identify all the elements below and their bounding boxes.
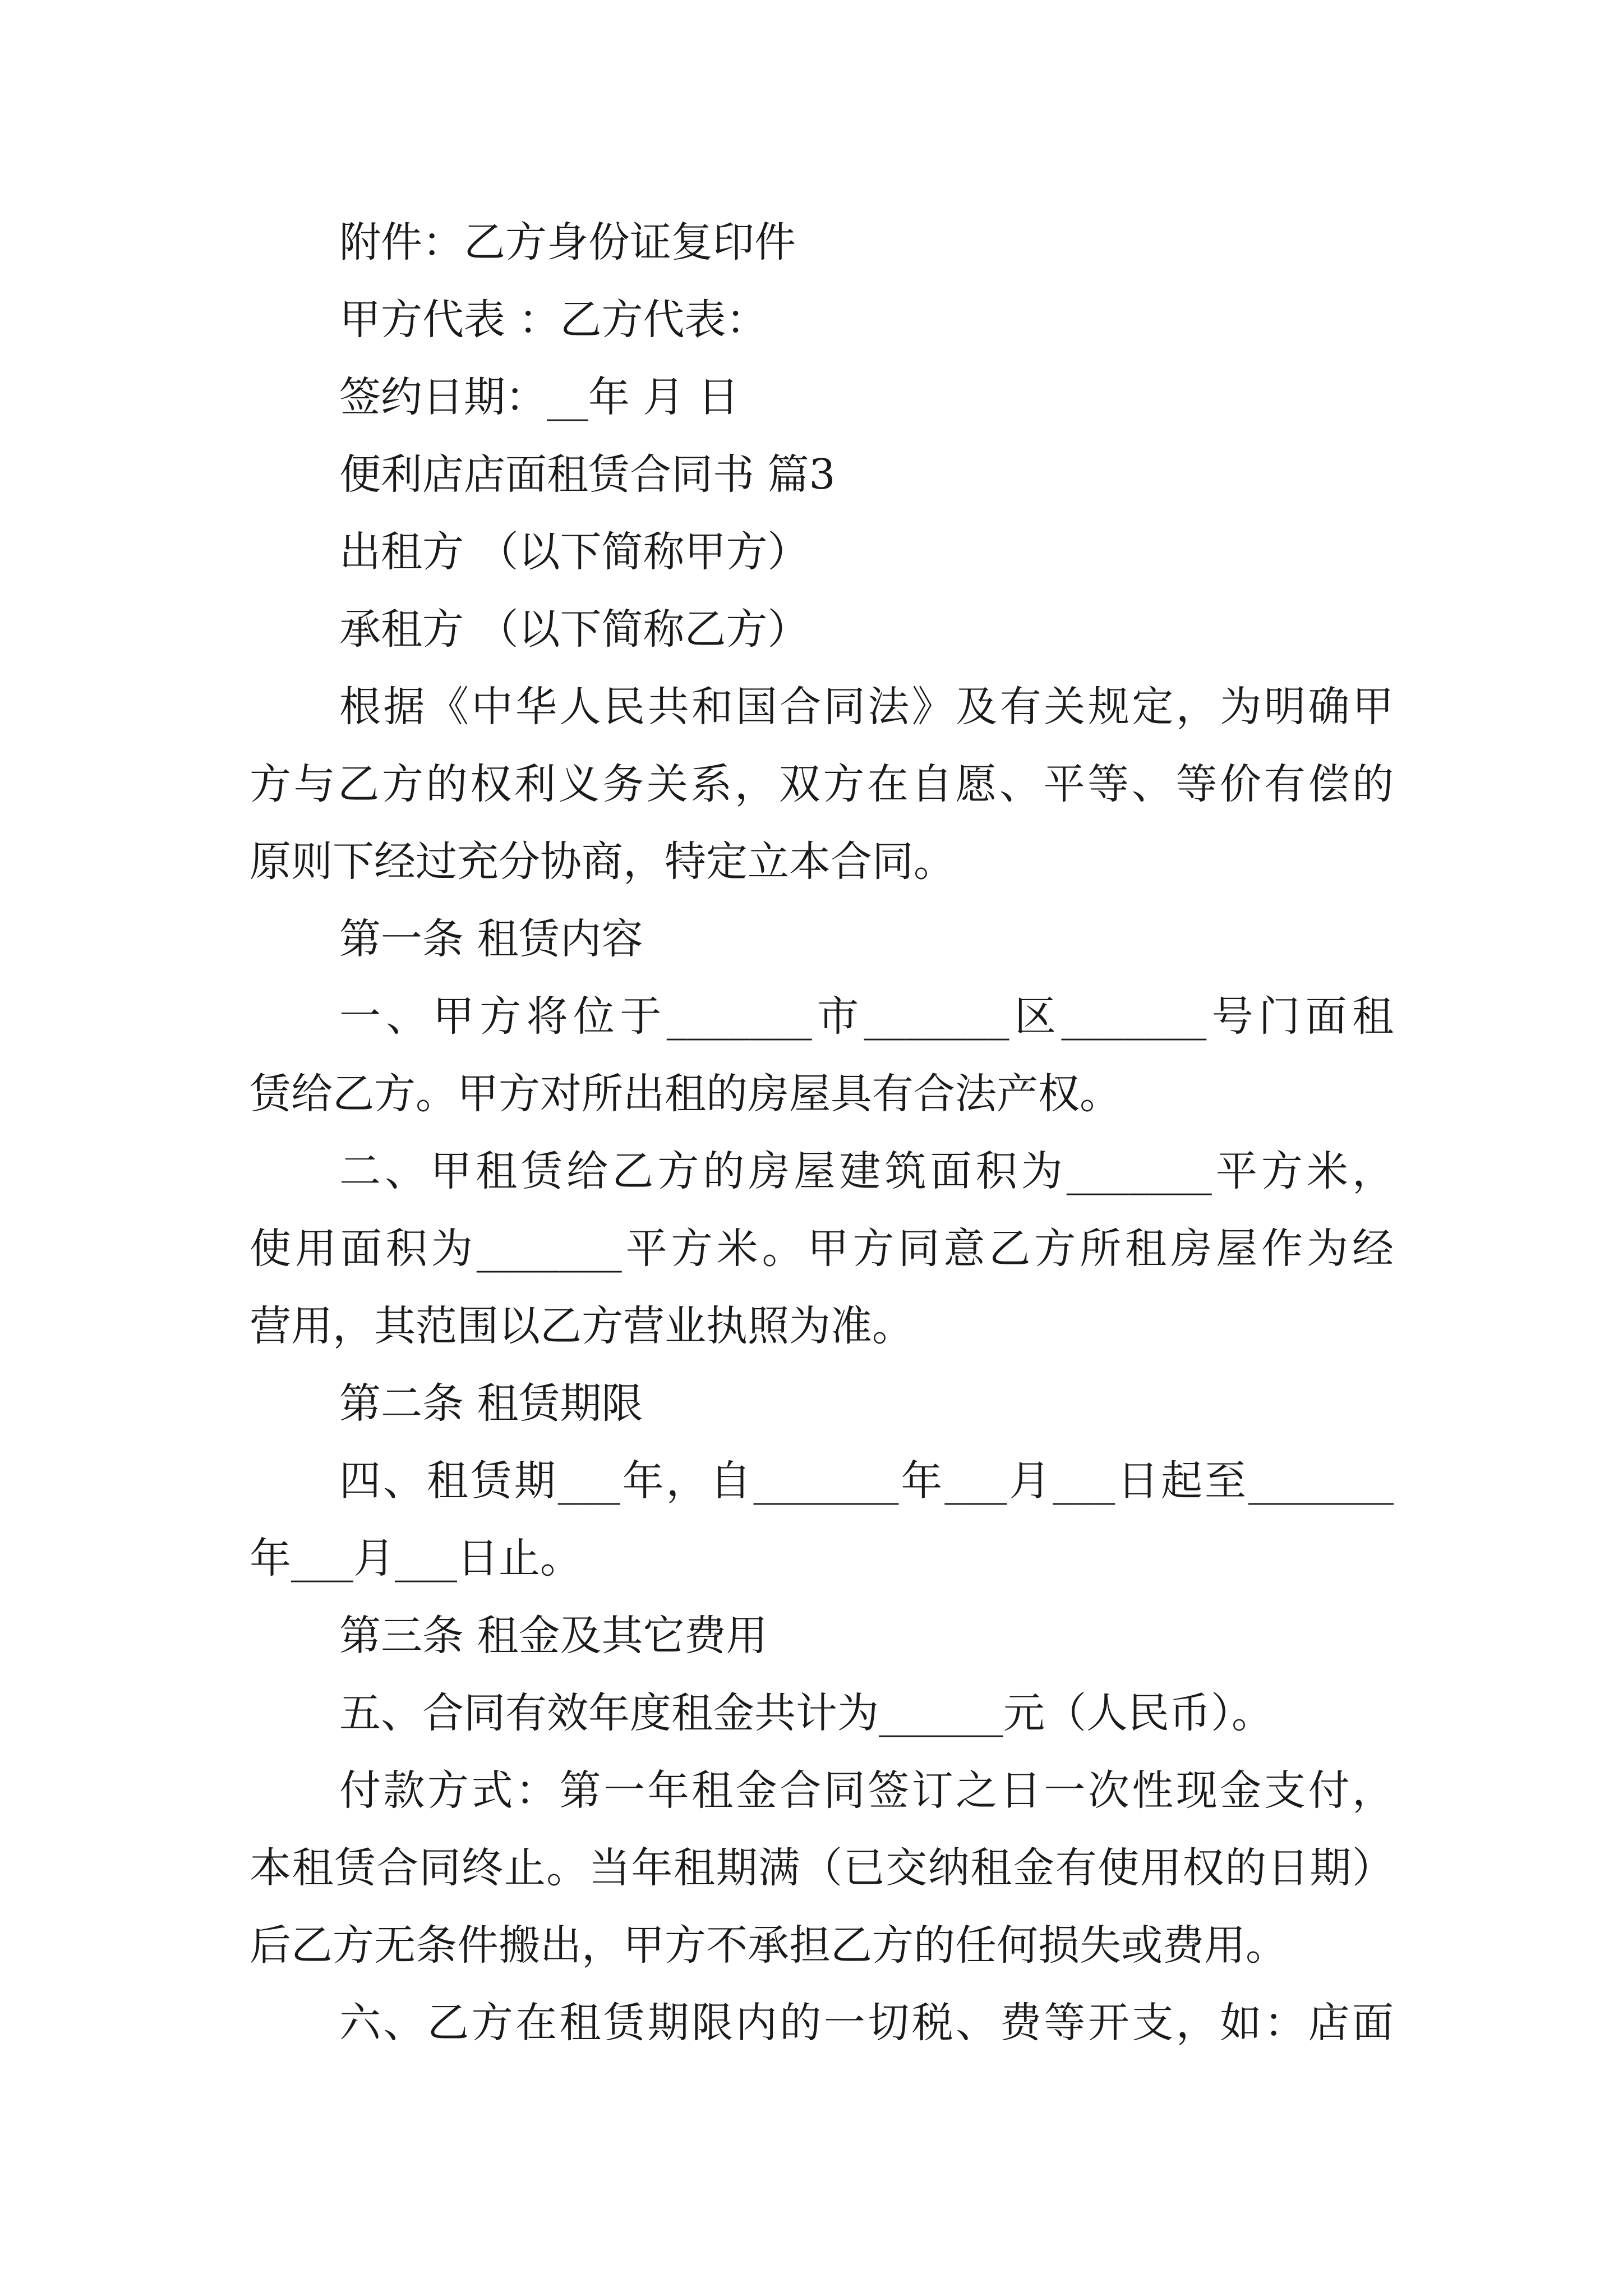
payment-line-3: 后乙方无条件搬出，甲方不承担乙方的任何损失或费用。 — [250, 1921, 1287, 1970]
signing-date-line: 签约日期：__年 月 日 — [339, 373, 740, 421]
payment-line-2: 本租赁合同终止。当年租期满（已交纳租金有使用权的日期） — [250, 1844, 1394, 1892]
lessee-line: 承租方 （以下简称乙方） — [339, 605, 809, 654]
clause-2-line-1: 二、甲租赁给乙方的房屋建筑面积为_______平方米， — [339, 1147, 1394, 1195]
article-3-heading: 第三条 租金及其它费用 — [339, 1612, 768, 1660]
preamble-line-3: 原则下经过充分协商，特定立本合同。 — [250, 838, 955, 886]
preamble-line-2: 方与乙方的权利义务关系，双方在自愿、平等、等价有偿的 — [250, 760, 1394, 808]
clause-1-line-1: 一、甲方将位于_______市_______区_______号门面租 — [339, 992, 1394, 1041]
preamble-line-1: 根据《中华人民共和国合同法》及有关规定，为明确甲 — [339, 683, 1394, 731]
clause-2-line-3: 营用，其范围以乙方营业执照为准。 — [250, 1302, 914, 1350]
article-2-heading: 第二条 租赁期限 — [339, 1379, 643, 1428]
section-title: 便利店店面租赁合同书 篇3 — [339, 450, 836, 499]
clause-1-line-2: 赁给乙方。甲方对所出租的房屋具有合法产权。 — [250, 1070, 1121, 1118]
representatives-line: 甲方代表 ：乙方代表： — [339, 296, 768, 344]
attachment-line: 附件：乙方身份证复印件 — [339, 218, 796, 266]
clause-6-line-1: 六、乙方在租赁期限内的一切税、费等开支，如：店面 — [339, 1999, 1394, 2047]
clause-4-line-1: 四、租赁期___年，自_______年___月___日起至_______ — [339, 1457, 1394, 1505]
lessor-line: 出租方 （以下简称甲方） — [339, 528, 809, 576]
article-1-heading: 第一条 租赁内容 — [339, 915, 643, 963]
clause-2-line-2: 使用面积为_______平方米。甲方同意乙方所租房屋作为经 — [250, 1225, 1394, 1273]
clause-5-line: 五、合同有效年度租金共计为______元（人民币）。 — [339, 1689, 1273, 1737]
clause-4-line-2: 年___月___日止。 — [250, 1534, 582, 1582]
payment-line-1: 付款方式：第一年租金合同签订之日一次性现金支付， — [339, 1766, 1394, 1815]
